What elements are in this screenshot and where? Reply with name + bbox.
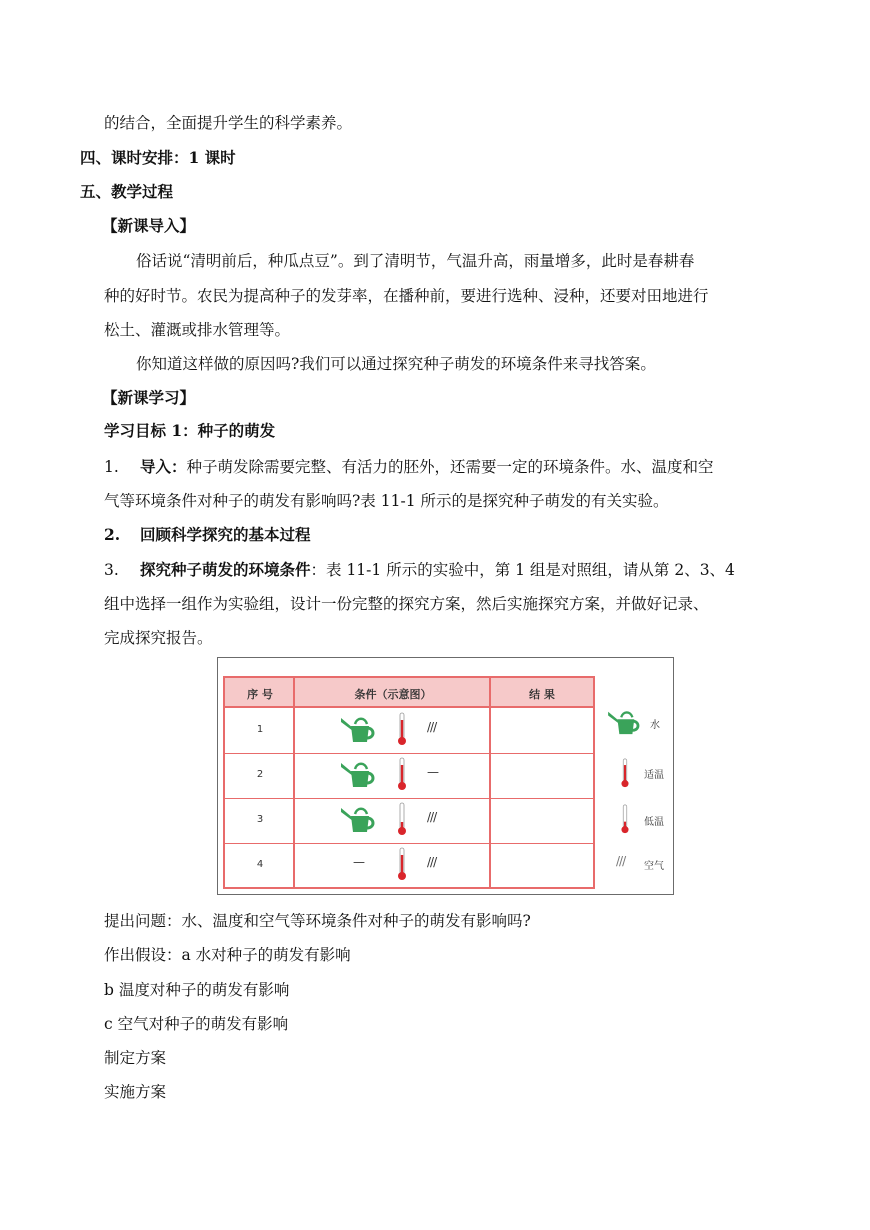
air-mark-icon: /// bbox=[427, 855, 437, 869]
subheading-learning: 【新课学习】 bbox=[102, 388, 196, 407]
section-heading-schedule: 四、课时安排：1 课时 bbox=[80, 148, 236, 167]
table-header bbox=[225, 678, 593, 708]
learning-goal-title: 学习目标 1：种子的萌发 bbox=[104, 421, 276, 440]
text-line: 作出假设：a 水对种子的萌发有影响 bbox=[104, 946, 351, 964]
text-line: 完成探究报告。 bbox=[104, 629, 213, 647]
legend-air-label: 空气 bbox=[644, 861, 664, 872]
list-item-2 bbox=[104, 525, 311, 545]
column-divider bbox=[293, 678, 295, 887]
legend-warm-label: 适温 bbox=[644, 770, 664, 781]
row-number: 3 bbox=[256, 814, 264, 825]
legend-watering-can-icon bbox=[606, 708, 642, 736]
legend-thermometer-low-icon bbox=[620, 804, 630, 834]
row-number: 2 bbox=[256, 769, 264, 780]
list-item-1 bbox=[104, 457, 714, 477]
text-line: 你知道这样做的原因吗?我们可以通过探究种子萌发的环境条件来寻找答案。 bbox=[136, 355, 656, 373]
text-line: b 温度对种子的萌发有影响 bbox=[104, 981, 290, 999]
watering-can-icon bbox=[339, 714, 377, 744]
list-item-text: 种子萌发除需要完整、有活力的胚外，还需要一定的环境条件。水、温度和空 bbox=[186, 458, 714, 476]
text-line: 实施方案 bbox=[104, 1083, 167, 1101]
text-line: 提出问题：水、温度和空气等环境条件对种子的萌发有影响吗? bbox=[104, 912, 531, 930]
text-line: 的结合，全面提升学生的科学素养。 bbox=[104, 114, 353, 132]
row-number: 4 bbox=[256, 859, 264, 870]
list-number: 3. bbox=[104, 561, 119, 579]
watering-can-icon bbox=[339, 804, 377, 834]
header-results: 结 果 bbox=[529, 688, 555, 701]
row-divider bbox=[225, 798, 593, 799]
thermometer-low-icon bbox=[397, 802, 407, 836]
list-item-label: 回顾科学探究的基本过程 bbox=[140, 525, 311, 544]
row-divider bbox=[225, 843, 593, 844]
air-mark-icon: /// bbox=[427, 810, 437, 824]
column-divider bbox=[489, 678, 491, 887]
header-conditions: 条件（示意图） bbox=[354, 688, 432, 701]
list-number: 1. bbox=[104, 458, 119, 476]
section-heading-process: 五、教学过程 bbox=[80, 182, 174, 201]
no-water-mark: — bbox=[353, 855, 365, 869]
thermometer-warm-icon bbox=[397, 712, 407, 746]
legend-low-label: 低温 bbox=[644, 817, 664, 828]
text-line: 制定方案 bbox=[104, 1049, 167, 1067]
thermometer-warm-icon bbox=[397, 757, 407, 791]
legend-air-icon: /// bbox=[616, 854, 626, 868]
thermometer-warm-icon bbox=[397, 847, 407, 881]
text-line: 种的好时节。农民为提高种子的发芽率，在播种前，要进行选种、浸种，还要对田地进行 bbox=[104, 287, 709, 305]
legend-thermometer-warm-icon bbox=[620, 758, 630, 788]
air-mark-icon: /// bbox=[427, 720, 437, 734]
text-line: 气等环境条件对种子的萌发有影响吗?表 11-1 所示的是探究种子萌发的有关实验。 bbox=[104, 492, 669, 510]
experiment-figure bbox=[217, 657, 674, 895]
text-line: 松土、灌溉或排水管理等。 bbox=[104, 321, 291, 339]
row-number: 1 bbox=[256, 724, 264, 735]
list-item-3 bbox=[104, 560, 735, 580]
text-line: 组中选择一组作为实验组，设计一份完整的探究方案，然后实施探究方案，并做好记录、 bbox=[104, 595, 709, 613]
list-item-label: 导入： bbox=[140, 457, 187, 476]
experiment-table bbox=[223, 676, 595, 889]
list-number: 2. bbox=[104, 525, 121, 544]
header-number: 序 号 bbox=[247, 688, 273, 701]
legend-water-label: 水 bbox=[650, 720, 660, 731]
no-air-mark: — bbox=[427, 765, 439, 779]
list-item-label: 探究种子萌发的环境条件 bbox=[140, 560, 311, 579]
list-item-text: ：表 11-1 所示的实验中，第 1 组是对照组，请从第 2、3、4 bbox=[310, 561, 735, 579]
subheading-intro: 【新课导入】 bbox=[102, 216, 196, 235]
text-line: 俗话说“清明前后，种瓜点豆”。到了清明节，气温升高，雨量增多，此时是春耕春 bbox=[136, 252, 695, 270]
text-line: c 空气对种子的萌发有影响 bbox=[104, 1015, 289, 1033]
row-divider bbox=[225, 753, 593, 754]
watering-can-icon bbox=[339, 759, 377, 789]
